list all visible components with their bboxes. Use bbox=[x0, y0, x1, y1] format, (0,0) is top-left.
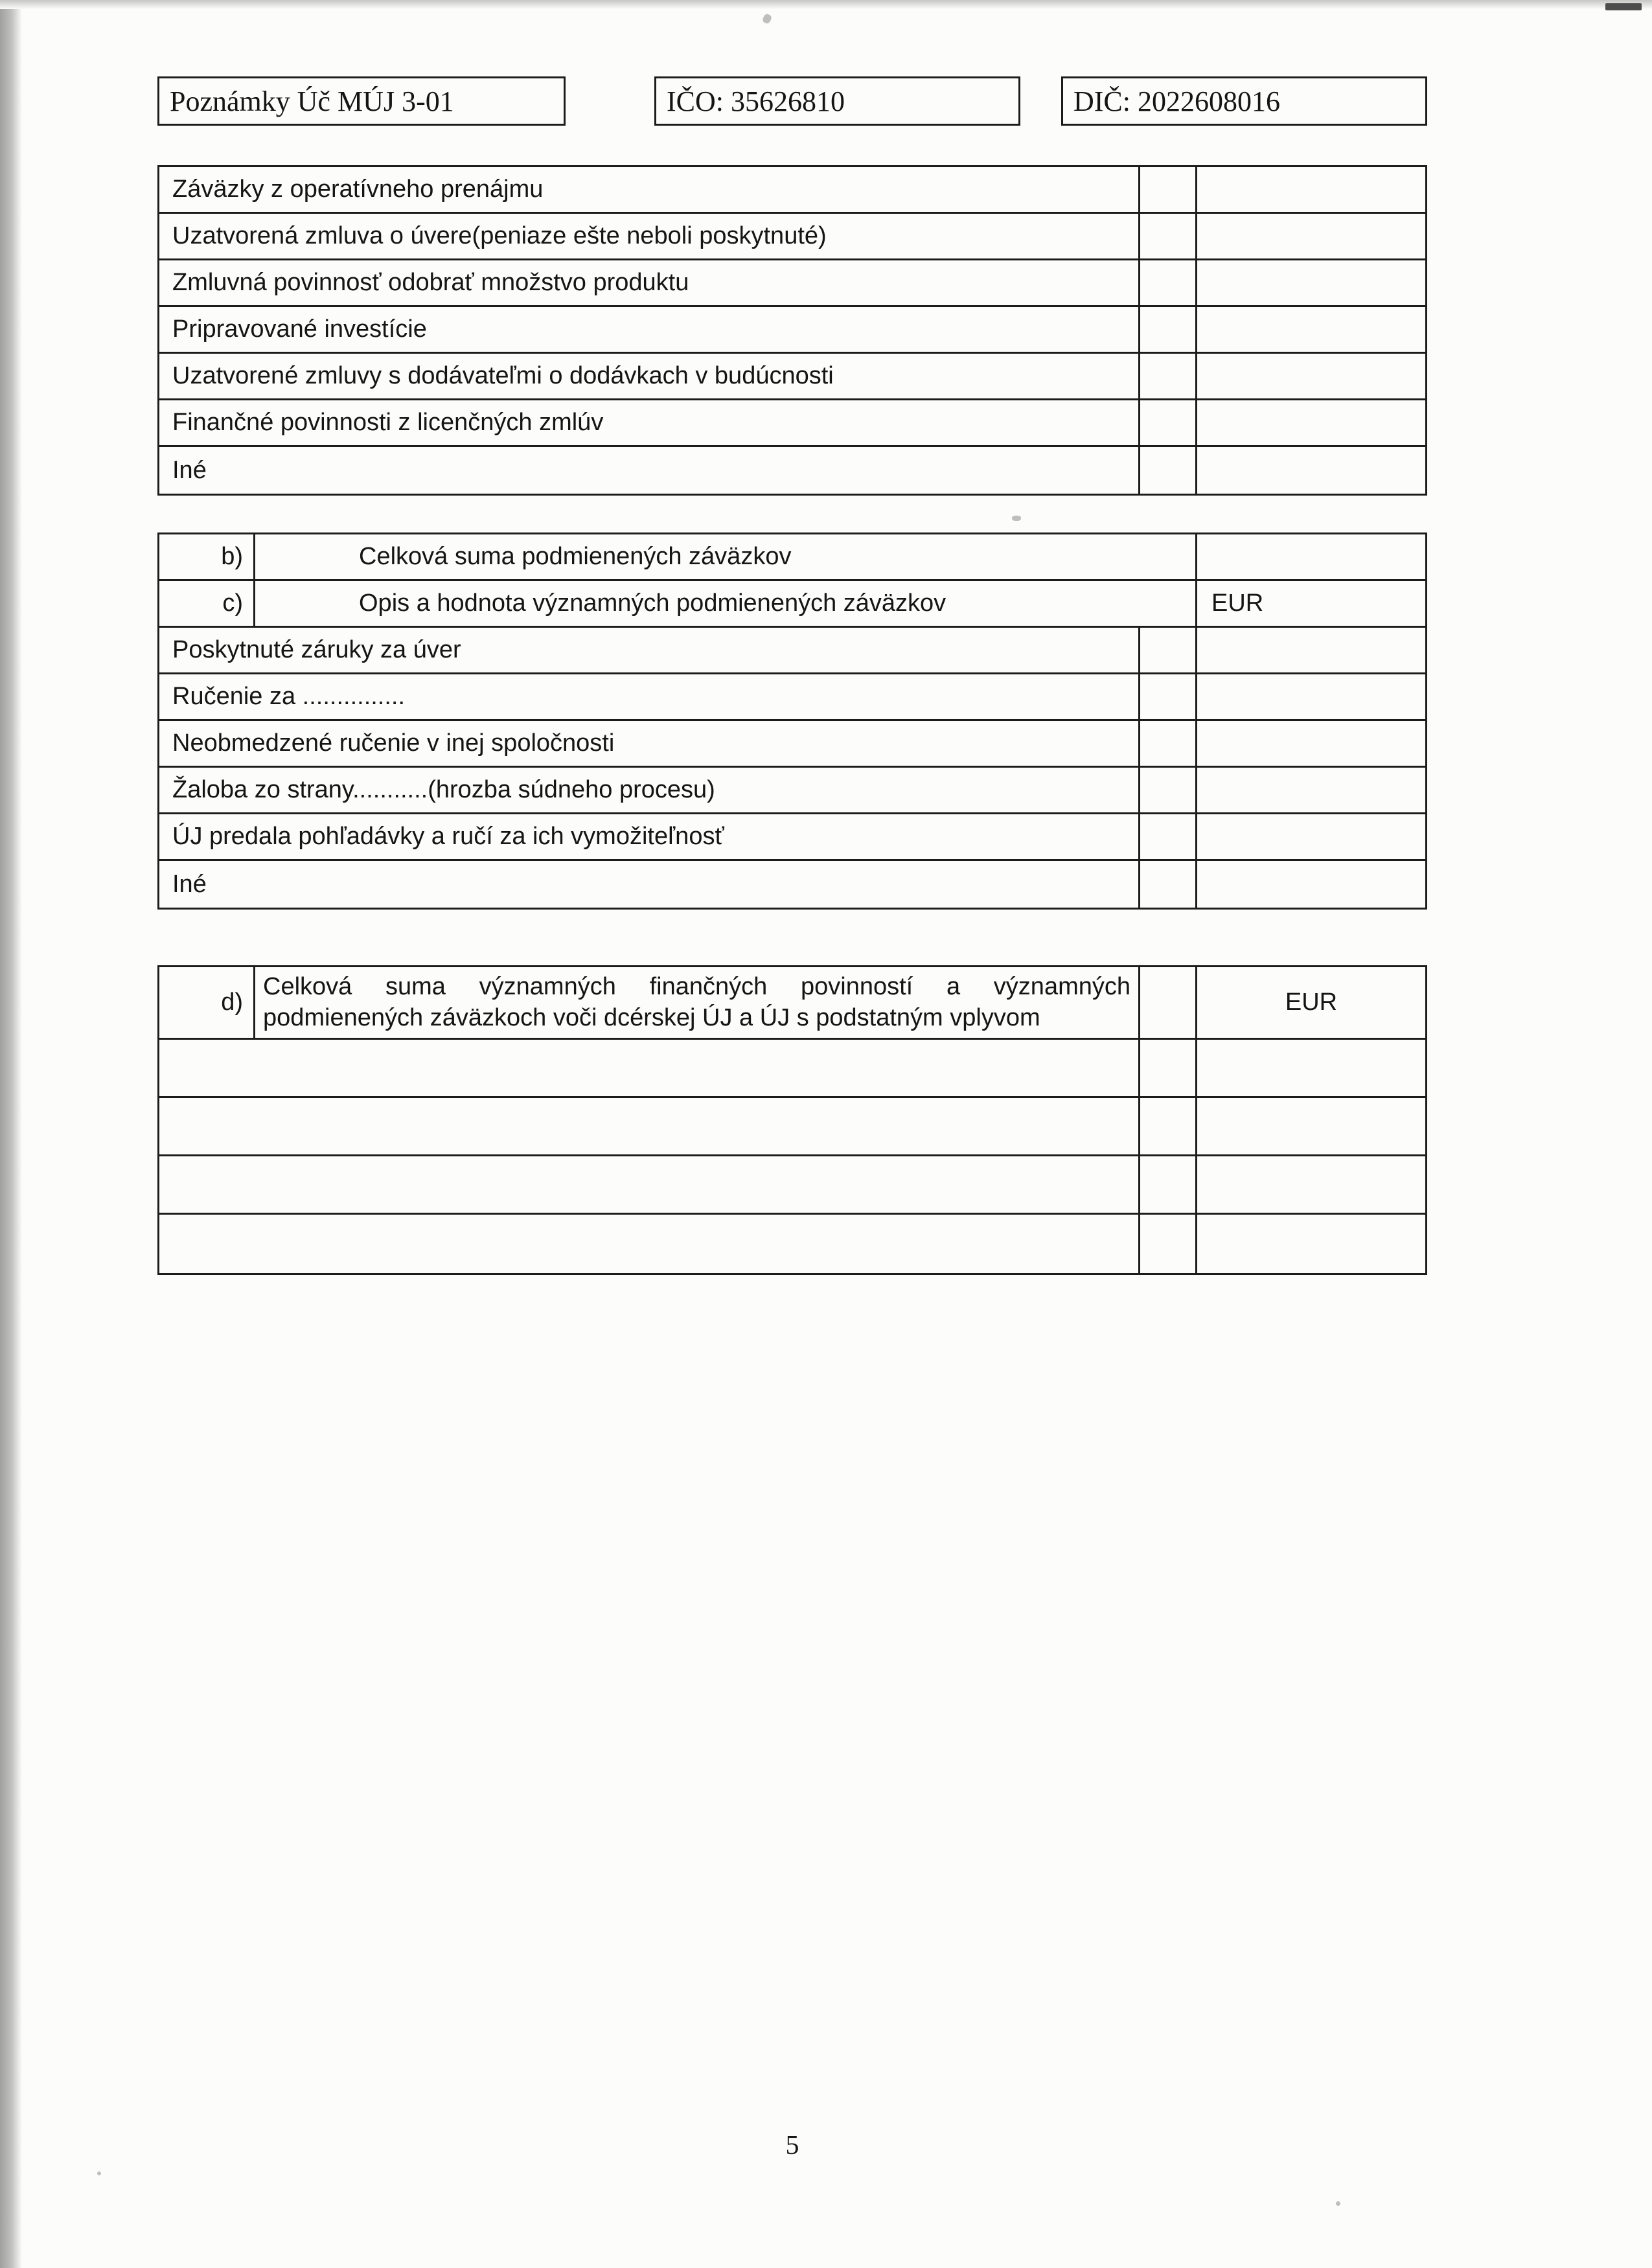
form-header bbox=[157, 76, 1427, 126]
table-liabilities bbox=[157, 165, 1427, 496]
row-value-cell bbox=[1197, 721, 1425, 766]
row-label bbox=[159, 307, 1140, 352]
row-value-cell bbox=[1197, 768, 1425, 812]
row-letter bbox=[159, 581, 255, 626]
row-mark-cell bbox=[1140, 354, 1197, 398]
table-row bbox=[159, 814, 1425, 861]
row-label-text: Ručenie za ............... bbox=[172, 683, 406, 710]
row-value-cell bbox=[1197, 674, 1425, 719]
row-label bbox=[159, 628, 1140, 672]
row-label bbox=[159, 674, 1140, 719]
row-label-text: Pripravované investície bbox=[172, 315, 427, 343]
row-unit-cell bbox=[1197, 967, 1425, 1038]
row-label-text: Opis a hodnota významných podmienených záväzkov bbox=[359, 590, 946, 617]
row-label-text: Záväzky z operatívneho prenájmu bbox=[172, 176, 544, 203]
row-letter-text: d) bbox=[221, 989, 243, 1016]
row-label bbox=[159, 447, 1140, 494]
row-unit-text: EUR bbox=[1211, 590, 1264, 617]
dic-value: DIČ: 2022608016 bbox=[1073, 85, 1280, 117]
ico-box bbox=[654, 76, 1020, 126]
row-value-cell bbox=[1197, 814, 1425, 859]
table-row-b bbox=[159, 534, 1425, 581]
row-label bbox=[255, 534, 1197, 579]
row-letter-text: c) bbox=[222, 590, 243, 617]
row-label bbox=[159, 1040, 1140, 1096]
table-row bbox=[159, 721, 1425, 768]
row-label bbox=[159, 260, 1140, 305]
row-label-text: Iné bbox=[172, 456, 207, 484]
row-label bbox=[159, 1215, 1140, 1273]
table-row bbox=[159, 260, 1425, 307]
row-mark-cell bbox=[1140, 1040, 1197, 1096]
row-value-cell bbox=[1197, 1040, 1425, 1096]
row-label bbox=[159, 400, 1140, 445]
row-value-cell bbox=[1197, 354, 1425, 398]
row-value-cell bbox=[1197, 1215, 1425, 1273]
table-row-c bbox=[159, 581, 1425, 628]
row-value-cell bbox=[1197, 307, 1425, 352]
scan-edge-left bbox=[0, 0, 22, 2268]
table-row bbox=[159, 354, 1425, 400]
table-financial-obligations bbox=[157, 965, 1427, 1275]
row-mark-cell bbox=[1140, 400, 1197, 445]
scan-artifact-dash bbox=[1605, 3, 1642, 10]
row-label-text: Uzatvorené zmluvy s dodávateľmi o dodávkach v budúcnosti bbox=[172, 362, 834, 389]
row-label-text: Neobmedzené ručenie v inej spoločnosti bbox=[172, 729, 615, 757]
scan-artifact-speck bbox=[1012, 516, 1021, 521]
row-mark-cell bbox=[1140, 167, 1197, 212]
row-value-cell bbox=[1197, 1156, 1425, 1213]
form-title: Poznámky Úč MÚJ 3-01 bbox=[170, 85, 454, 117]
row-label bbox=[255, 967, 1140, 1038]
row-mark-cell bbox=[1140, 1215, 1197, 1273]
table-row-empty bbox=[159, 1040, 1425, 1098]
row-label-text: Iné bbox=[172, 870, 207, 898]
row-value-cell bbox=[1197, 861, 1425, 908]
form-title-box bbox=[157, 76, 566, 126]
table-row bbox=[159, 400, 1425, 447]
table-row bbox=[159, 628, 1425, 674]
row-unit-cell bbox=[1197, 581, 1425, 626]
row-value-cell bbox=[1197, 214, 1425, 258]
table-row-empty bbox=[159, 1215, 1425, 1273]
scan-edge-top bbox=[0, 0, 1652, 9]
row-label-text: ÚJ predala pohľadávky a ručí za ich vymožiteľnosť bbox=[172, 823, 724, 850]
row-value-cell bbox=[1197, 628, 1425, 672]
table-row bbox=[159, 167, 1425, 214]
row-value-cell bbox=[1197, 447, 1425, 494]
row-label bbox=[159, 1156, 1140, 1213]
row-unit-text: EUR bbox=[1285, 989, 1338, 1016]
row-letter bbox=[159, 534, 255, 579]
row-label bbox=[159, 861, 1140, 908]
table-row bbox=[159, 674, 1425, 721]
row-mark-cell bbox=[1140, 214, 1197, 258]
scan-artifact-speck bbox=[762, 13, 773, 25]
row-label bbox=[255, 581, 1197, 626]
row-label-text: Uzatvorená zmluva o úvere(peniaze ešte neboli poskytnuté) bbox=[172, 222, 827, 249]
row-label bbox=[159, 354, 1140, 398]
row-value-cell bbox=[1197, 1098, 1425, 1154]
row-letter-text: b) bbox=[221, 543, 243, 570]
row-mark-cell bbox=[1140, 1156, 1197, 1213]
row-mark-cell bbox=[1140, 674, 1197, 719]
row-mark-cell bbox=[1140, 1098, 1197, 1154]
row-mark-cell bbox=[1140, 447, 1197, 494]
row-label-text: Celková suma významných finančných povinností a významných podmienených záväzkoch voči dcérskej ÚJ a ÚJ s podstatným vplyvom bbox=[263, 973, 1130, 1031]
table-row bbox=[159, 861, 1425, 908]
table-row bbox=[159, 214, 1425, 260]
ico-value: IČO: 35626810 bbox=[667, 85, 845, 117]
row-mark-cell bbox=[1140, 628, 1197, 672]
row-label-text: Žaloba zo strany...........(hrozba súdneho procesu) bbox=[172, 776, 715, 803]
row-unit-cell bbox=[1197, 534, 1425, 579]
row-mark-cell bbox=[1140, 260, 1197, 305]
scan-artifact-speck bbox=[1336, 2201, 1340, 2206]
dic-box bbox=[1061, 76, 1427, 126]
row-mark-cell bbox=[1140, 721, 1197, 766]
row-label bbox=[159, 768, 1140, 812]
row-value-cell bbox=[1197, 167, 1425, 212]
row-label-text: Zmluvná povinnosť odobrať množstvo produktu bbox=[172, 269, 689, 296]
row-label-text: Finančné povinnosti z licenčných zmlúv bbox=[172, 409, 604, 436]
table-row-d bbox=[159, 967, 1425, 1040]
row-value-cell bbox=[1197, 260, 1425, 305]
row-mark-cell bbox=[1140, 768, 1197, 812]
row-letter bbox=[159, 967, 255, 1038]
row-label bbox=[159, 214, 1140, 258]
table-row bbox=[159, 768, 1425, 814]
row-label bbox=[159, 721, 1140, 766]
scan-artifact-speck bbox=[97, 2171, 101, 2175]
table-row-empty bbox=[159, 1156, 1425, 1215]
page-number: 5 bbox=[785, 2131, 799, 2160]
row-label-text: Celková suma podmienených záväzkov bbox=[359, 543, 792, 570]
row-value-cell bbox=[1197, 400, 1425, 445]
row-label bbox=[159, 167, 1140, 212]
row-label-text: Poskytnuté záruky za úver bbox=[172, 636, 461, 663]
table-row bbox=[159, 307, 1425, 354]
row-label bbox=[159, 814, 1140, 859]
row-mark-cell bbox=[1140, 814, 1197, 859]
row-label bbox=[159, 1098, 1140, 1154]
table-contingent-liabilities bbox=[157, 533, 1427, 910]
row-mark-cell bbox=[1140, 307, 1197, 352]
row-mark-cell bbox=[1140, 967, 1197, 1038]
table-row-empty bbox=[159, 1098, 1425, 1156]
table-row bbox=[159, 447, 1425, 494]
row-mark-cell bbox=[1140, 861, 1197, 908]
